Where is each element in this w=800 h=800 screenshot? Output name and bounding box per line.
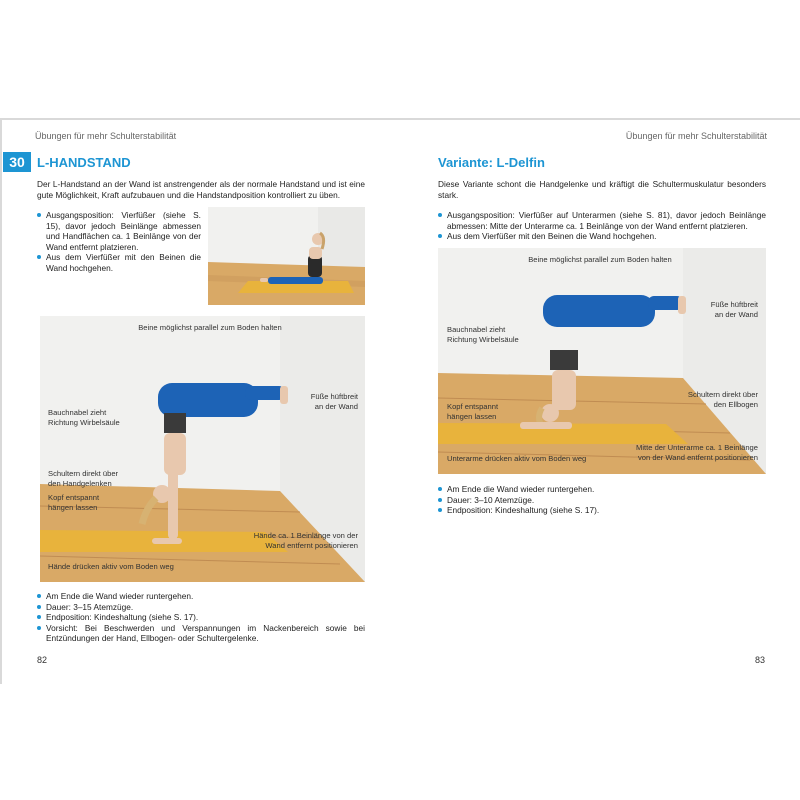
bullet-icon [37, 255, 41, 259]
annotation-feet: Füße hüftbreit an der Wand [310, 392, 358, 411]
list-item: Ausgangsposition: Vierfüßer auf Unterarmen (siehe S. 81), davor jedoch Beinlänge abmessen: Mitte der Unterarme ca. 1 Beinlänge von der Wand entfernt platzieren. [438, 210, 766, 231]
annotation-forearms-position: Mitte der Unterarme ca. 1 Beinlänge von der Wand entfernt positionieren [636, 443, 758, 462]
bullet-icon [438, 487, 442, 491]
annotation-shoulders: Schultern direkt über den Handgelenken [48, 469, 119, 488]
list-item: Endposition: Kindeshaltung (siehe S. 17). [37, 612, 365, 623]
right-setup-list [438, 210, 766, 242]
right-page-title: Variante: L-Delfin [438, 155, 545, 170]
bullet-icon [438, 234, 442, 238]
page-number-right: 83 [754, 655, 765, 665]
top-rule [0, 118, 800, 120]
list-item: Vorsicht: Bei Beschwerden und Verspannungen im Nackenbereich sowie bei Entzündungen der Hand, Ellbogen- oder Schultergelenke. [37, 623, 365, 644]
running-head-right: Übungen für mehr Schulterstabilität [625, 131, 767, 141]
exercise-number-badge: 30 [3, 152, 31, 172]
list-item: Aus dem Vierfüßer mit den Beinen die Wand hochgehen. [37, 252, 201, 273]
left-end-list [37, 591, 365, 644]
annotation-navel: Bauchnabel zieht Richtung Wirbelsäule [447, 325, 519, 344]
annotation-head: Kopf entspannt hängen lassen [48, 493, 100, 512]
annotation-legs: Beine möglichst parallel zum Boden halten [138, 323, 282, 332]
delfin-illustration [438, 248, 766, 474]
bullet-icon [438, 213, 442, 217]
left-intro: Der L-Handstand an der Wand ist anstrengender als der normale Handstand und ist eine gute Möglichkeit, Kraft aufzubauen und die Handstandposition kontrolliert zu üben. [37, 179, 365, 200]
bullet-icon [438, 508, 442, 512]
list-item: Ausgangsposition: Vierfüßer (siehe S. 15), davor jedoch Beinlänge abmessen und Handflächen ca. 1 Beinlänge von der Wand entfernt platzieren. [37, 210, 201, 252]
right-end-list [438, 484, 766, 516]
left-edge-rule [0, 118, 2, 684]
bullet-icon [37, 213, 41, 217]
list-item: Dauer: 3–10 Atemzüge. [438, 495, 766, 506]
left-page-title: L-HANDSTAND [37, 155, 131, 170]
book-spread [0, 118, 800, 684]
bullet-icon [438, 498, 442, 502]
seated-illustration [208, 207, 365, 305]
bullet-icon [37, 594, 41, 598]
bullet-icon [37, 615, 41, 619]
list-item: Aus dem Vierfüßer mit den Beinen die Wand hochgehen. [438, 231, 766, 242]
annotation-feet: Füße hüftbreit an der Wand [710, 300, 758, 319]
bullet-icon [37, 626, 41, 630]
photo-seated-start [208, 207, 365, 305]
annotation-navel: Bauchnabel zieht Richtung Wirbelsäule [48, 408, 120, 427]
annotation-hands-press: Hände drücken aktiv vom Boden weg [48, 562, 174, 571]
list-item: Endposition: Kindeshaltung (siehe S. 17). [438, 505, 766, 516]
annotation-shoulders: Schultern direkt über den Ellbogen [687, 390, 758, 409]
right-intro: Diese Variante schont die Handgelenke und kräftigt die Schultermuskulatur besonders stark. [438, 179, 766, 200]
page-number-left: 82 [37, 655, 48, 665]
annotation-forearms-press: Unterarme drücken aktiv vom Boden weg [447, 454, 587, 463]
list-item: Am Ende die Wand wieder runtergehen. [438, 484, 766, 495]
running-head-left: Übungen für mehr Schulterstabilität [35, 131, 177, 141]
bullet-icon [37, 605, 41, 609]
list-item: Dauer: 3–15 Atemzüge. [37, 602, 365, 613]
annotation-hands-position: Hände ca. 1 Beinlänge von der Wand entfernt positionieren [253, 531, 358, 550]
left-setup-list [37, 210, 201, 273]
list-item: Am Ende die Wand wieder runtergehen. [37, 591, 365, 602]
photo-l-delfin [438, 248, 766, 474]
annotation-head: Kopf entspannt hängen lassen [447, 402, 499, 421]
annotation-legs: Beine möglichst parallel zum Boden halten [528, 255, 672, 264]
